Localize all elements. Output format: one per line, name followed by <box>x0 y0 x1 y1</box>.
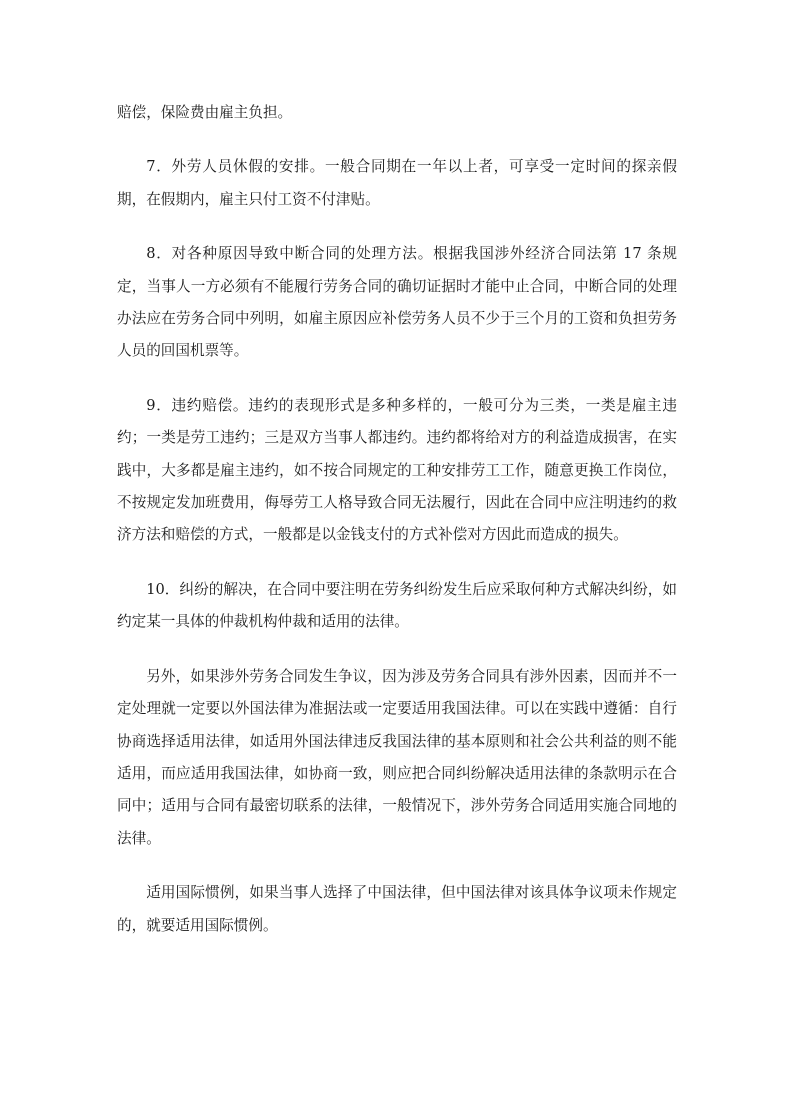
paragraph-item-7-leave: 7．外劳人员休假的安排。一般合同期在一年以上者，可享受一定时间的探亲假期，在假期内，雇主只付工资不付津贴。 <box>117 158 677 208</box>
paragraph-item-9-breach: 9．违约赔偿。违约的表现形式是多种多样的，一般可分为三类，一类是雇主违约；一类是劳工违约；三是双方当事人都违约。违约都将给对方的利益造成损害，在实践中，大多都是雇主违约，如不按合同规定的工种安排劳工工作，随意更换工作岗位，不按规定发加班费用，侮辱劳工人格导致合同无法履行，因此在合同中应注明违约的救济方法和赔偿的方式，一般都是以金钱支付的方式补偿对方因此而造成的损失。 <box>117 396 677 544</box>
paragraph-applicable-law: 另外，如果涉外劳务合同发生争议，因为涉及劳务合同具有涉外因素，因而并不一定处理就一定要以外国法律为准据法或一定要适用我国法律。可以在实践中遵循：自行协商选择适用法律，如适用外国法律违反我国法律的基本原则和社会公共利益的则不能适用，而应适用我国法律，如协商一致，则应把合同纠纷解决适用法律的条款明示在合同中；适用与合同有最密切联系的法律，一般情况下，涉外劳务合同适用实施合同地的法律。 <box>117 667 677 847</box>
paragraph-item-10-dispute: 10．纠纷的解决，在合同中要注明在劳务纠纷发生后应采取何种方式解决纠纷，如约定某一具体的仲裁机构仲裁和适用的法律。 <box>117 580 677 631</box>
paragraph-insurance-cost: 赔偿，保险费由雇主负担。 <box>117 104 293 121</box>
paragraph-international-practice: 适用国际惯例，如果当事人选择了中国法律，但中国法律对该具体争议项未作规定的，就要适用国际惯例。 <box>117 884 677 934</box>
paragraph-item-8-termination: 8．对各种原因导致中断合同的处理方法。根据我国涉外经济合同法第 17 条规定，当事人一方必须有不能履行劳务合同的确切证据时才能中止合同，中断合同的处理办法应在劳务合同中列明，如雇主原因应补偿劳务人员不少于三个月的工资和负担劳务人员的回国机票等。 <box>117 245 677 360</box>
document-body <box>117 97 677 964</box>
